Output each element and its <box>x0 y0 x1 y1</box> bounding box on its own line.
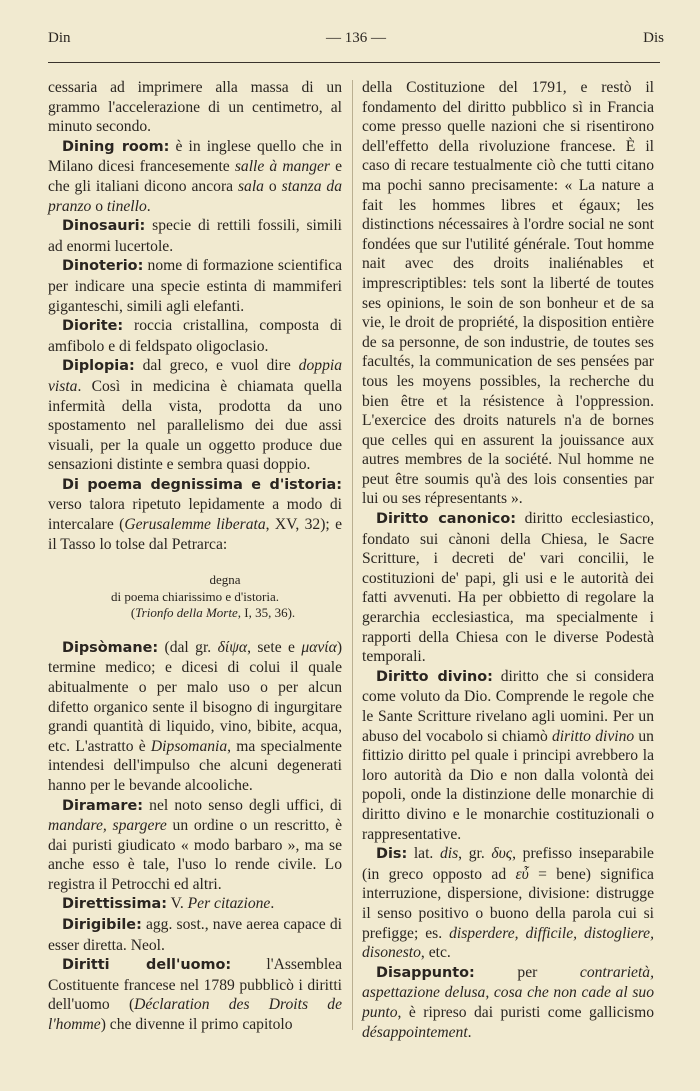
right-column <box>362 78 654 1042</box>
running-header <box>48 30 664 52</box>
entry-diritto-canonico: Diritto canonico: diritto ecclesiastico, fondato sui cànoni della Chiesa, le Sacre Scritture, i decreti de' vari concilii, le costituzioni de' papi, gli usi e le autorità dei fatti avvenuti. Ha per obbietto di regolare la gerarchia ecclesiastica, ma specialmente i rapporti della Chiesa con le diverse Podestà temporali. <box>362 510 654 666</box>
entry-di-poema: Di poema degnissima e d'istoria: verso talora ripetuto lepidamente a modo di intercalare (Gerusalemme liberata, XV, 32); e il Tasso lo tolse dal Petrarca: <box>48 476 342 553</box>
entry-diramare: Diramare: nel noto senso degli uffici, di mandare, spargere un ordine o un rescritto, è dai puristi giudicato « modo barbaro », ma se anche esso è tale, l'uso lo rende civile. Lo registra il Petrocchi ed altri. <box>48 796 343 893</box>
entry-direttissima: Direttissima: V. Per citazione. <box>62 895 275 913</box>
headword: Diritto canonico: <box>376 511 516 528</box>
column-divider <box>352 80 353 1030</box>
header-rule <box>48 62 660 63</box>
entry-dirigibile: Dirigibile: agg. sost., nave aerea capace di esser diretta. Neol. <box>48 916 342 954</box>
verse-quotation: degna di poema chiarissimo e d'istoria. (Trionfo della Morte, I, 35, 36). <box>110 572 296 621</box>
entry-continuation: cessaria ad imprimere alla massa di un grammo l'accelerazione di un centimetro, al minuto secondo. <box>48 79 342 136</box>
headword: Diramare: <box>62 797 144 814</box>
header-left-guide-word: Din <box>48 30 71 46</box>
entry-diplopia: Diplopia: dal greco, e vuol dire doppia vista. Così in medicina è chiamata quella infermità della vista, prodotta da uno spostamento nel parallelismo dei due assi visuali, per la quale un oggetto produce due sensazioni distinte e sembra quasi doppio. <box>48 357 342 474</box>
headword: Disappunto: <box>376 964 475 981</box>
entry-dis: Dis: lat. dis, gr. δυς, prefisso inseparabile (in greco opposto ad εὖ = bene) significa interruzione, dispersione, divisione: distrugge il senso positivo o buono della parola cui si prefigge; es. disperdere, difficile, distogliere, disonesto, etc. <box>362 845 654 962</box>
headword: Diritto divino: <box>376 668 493 685</box>
entry-diritti-dell-uomo: Diritti dell'uomo: l'Assemblea Costituente francese nel 1789 pubblicò i diritti dell'uomo (Déclaration des Droits de l'homme) che divenne il primo capitolo <box>48 956 342 1034</box>
entry-continuation: della Costituzione del 1791, e restò il fondamento del diritto pubblico sì in Francia come presso quelle nazioni che si risentirono dell'effetto della rivoluzione francese. È il caso di recare testualmente ciò che tutti citano ma pochi sanno precisamente: « La nature a fait les hommes libres et égaux; les distinctions nécessaires à l'ordre social ne sont fondées que sur l'utilité générale. Tout homme nait avec des droits inaliénables et imprescriptibles: tels sont la liberté de toutes ses opinions, le soin de son bonheur et de sa vie, le droit de propriété, la disposition entière de sa personne, de son industrie, de toutes ses facultés, la communication de ses pensées par tous les moyens possibles, la recherche du bien être et la résistence à l'oppression. L'exercice des droits naturels n'a de bornes que celles qui en assurent la jouissance aux autres membres de la société. Nul homme ne peut être soumis qu'à des lois consenties par lui ou ses répresentants ». <box>362 79 654 508</box>
entry-dining-room: Dining room: è in inglese quello che in Milano dicesi francesemente salle à manger e che gli italiani dicono ancora sala o stanza da pranzo o tinello. <box>48 137 343 215</box>
entry-diorite: Diorite: roccia cristallina, composta di amfibolo e di feldspato oligoclasio. <box>48 317 342 355</box>
headword: Dirigibile: <box>62 917 142 934</box>
headword: Dinoterio: <box>62 258 144 275</box>
headword: Diritti dell'uomo: <box>62 957 232 974</box>
headword: Dipsòmane: <box>62 639 159 656</box>
entry-dipsomane: Dipsòmane: (dal gr. δίψα, sete e μανία) termine medico; e dicesi di colui il quale abitualmente o per malo uso o per alcun difetto organico sente il bisogno di ingurgitare grandi quantità di liquido, vino, bibite, acqua, etc. L'astratto è Dipsomania, ma specialmente intendesi dell'impulso che alcuni degenerati hanno per le bevande alcooliche. <box>48 638 343 794</box>
headword: Diplopia: <box>62 358 135 375</box>
entry-diritto-divino: Diritto divino: diritto che si considera come voluto da Dio. Comprende le regole che le Sante Scritture rivelano agli uomini. Per un abuso del vocabolo si chiamò diritto divino un fittizio diritto pel quale i principi avrebbero la loro autorità da Dio e non dalla volontà dei popoli, onde la distinzione delle monarchie di diritto divino e le monarchie costituzionali o rappresentative. <box>362 667 655 843</box>
headword: Direttissima: <box>62 896 167 913</box>
headword: Di poema degnissima e d'istoria: <box>62 476 342 493</box>
left-column <box>48 78 342 1035</box>
page-number: — 136 — <box>326 30 386 46</box>
entry-disappunto: Disappunto: per contrarietà, aspettazione delusa, cosa che non cade al suo punto, è ripreso dai puristi come gallicismo désappointement. <box>362 963 654 1041</box>
headword: Dis: <box>376 846 408 863</box>
headword: Dinosauri: <box>62 218 146 235</box>
headword: Dining room: <box>62 138 170 155</box>
headword: Diorite: <box>62 318 124 335</box>
entry-dinosauri: Dinosauri: specie di rettili fossili, simili ad enormi lucertole. <box>48 217 342 255</box>
header-right-guide-word: Dis <box>643 30 664 46</box>
entry-dinoterio: Dinoterio: nome di formazione scientifica per indicare una specie estinta di mammiferi giganteschi, simili agli elefanti. <box>48 257 342 315</box>
